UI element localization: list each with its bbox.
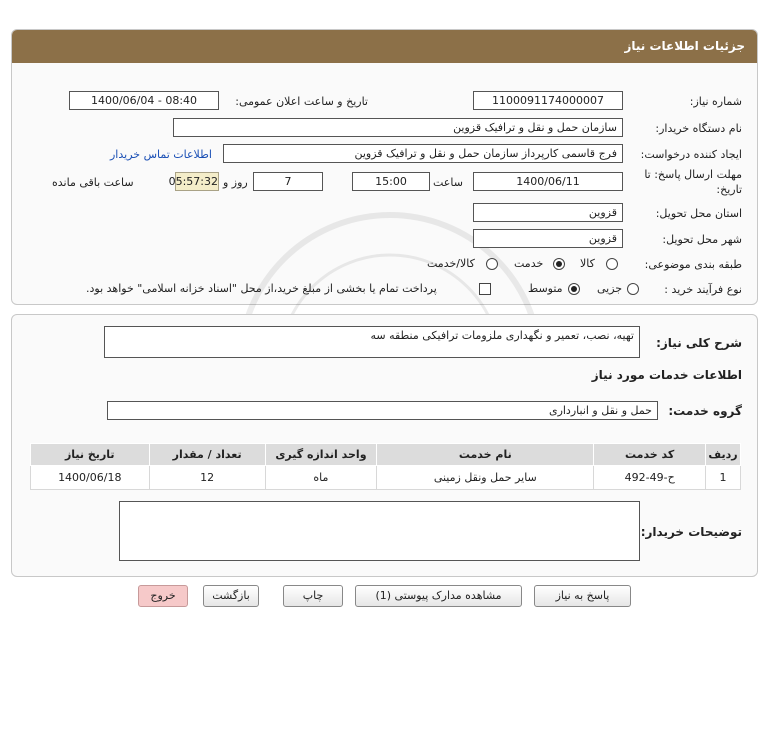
announce-datetime-field: 1400/06/04 - 08:40 [69,91,219,110]
category-service-label: خدمت [514,257,544,270]
process-medium-label: متوسط [528,282,563,295]
process-type-label: نوع فرآیند خرید : [664,283,742,296]
remaining-time-field: 05:57:32 [175,172,219,191]
city-field: قزوین [473,229,623,248]
remaining-time-label: ساعت باقی مانده [52,176,134,189]
buyer-org-field: سازمان حمل و نقل و ترافیک قزوین [173,118,623,137]
reply-button[interactable]: پاسخ به نیاز [534,585,631,607]
service-group-field: حمل و نقل و انبارداری [107,401,658,420]
col-row-header: ردیف [705,444,740,466]
process-minor-label: جزیی [597,282,623,295]
cell-code: ح-49-492 [594,466,706,490]
treasury-payment-checkbox[interactable] [479,283,491,295]
deadline-date-field: 1400/06/11 [473,172,623,191]
cell-name: سایر حمل ونقل زمینی [377,466,594,490]
requester-label: ایجاد کننده درخواست: [640,148,742,161]
need-number-field: 1100091174000007 [473,91,623,110]
cell-row: 1 [705,466,740,490]
city-label: شهر محل تحویل: [662,233,742,246]
back-button[interactable]: بازگشت [203,585,259,607]
col-code-header: کد خدمت [594,444,706,466]
services-section-title: اطلاعات خدمات مورد نیاز [591,368,742,382]
announce-datetime-label: تاریخ و ساعت اعلان عمومی: [235,95,368,108]
col-unit-header: واحد اندازه گیری [265,444,377,466]
deadline-date-label: تاریخ: [716,183,742,196]
view-attachments-button[interactable]: مشاهده مدارک پیوستی (1) [355,585,522,607]
category-goods-radio[interactable] [606,258,618,270]
service-group-label: گروه خدمت: [668,404,742,418]
buyer-notes-field [119,501,640,561]
category-service-radio[interactable] [553,258,565,270]
deadline-time-field: 15:00 [352,172,430,191]
buyer-contact-link[interactable]: اطلاعات تماس خریدار [110,148,212,161]
cell-qty: 12 [149,466,265,490]
col-date-header: تاریخ نیاز [31,444,150,466]
process-medium-radio[interactable] [568,283,580,295]
category-goods-service-radio[interactable] [486,258,498,270]
summary-field: تهیه، نصب، تعمیر و نگهداری ملزومات ترافیکی منطقه سه [104,326,640,358]
deadline-label: مهلت ارسال پاسخ: تا [644,168,742,181]
cell-date: 1400/06/18 [31,466,150,490]
table-header-row [31,444,741,466]
services-table [30,443,741,490]
days-label: روز و [223,176,248,189]
category-label: طبقه بندی موضوعی: [644,258,742,271]
remaining-days-field: 7 [253,172,323,191]
category-goods-service-label: کالا/خدمت [427,257,475,270]
print-button[interactable]: چاپ [283,585,343,607]
province-label: استان محل تحویل: [655,207,742,220]
treasury-payment-note: پرداخت تمام یا بخشی از مبلغ خرید،از محل "اسناد خزانه اسلامی" خواهد بود. [86,282,437,295]
process-minor-radio[interactable] [627,283,639,295]
province-field: قزوین [473,203,623,222]
exit-button[interactable]: خروج [138,585,188,607]
summary-label: شرح کلی نیاز: [656,336,742,350]
requester-field: فرج قاسمی کارپرداز سازمان حمل و نقل و ترافیک قزوین [223,144,623,163]
need-number-label: شماره نیاز: [689,95,742,108]
col-name-header: نام خدمت [377,444,594,466]
col-qty-header: تعداد / مقدار [149,444,265,466]
buyer-notes-label: توضیحات خریدار: [640,525,742,539]
category-goods-label: کالا [580,257,595,270]
buyer-org-label: نام دستگاه خریدار: [655,122,742,135]
deadline-time-label: ساعت [433,176,463,189]
cell-unit: ماه [265,466,377,490]
panel-header-title: جزئیات اطلاعات نیاز [12,30,757,63]
table-row [31,466,741,490]
